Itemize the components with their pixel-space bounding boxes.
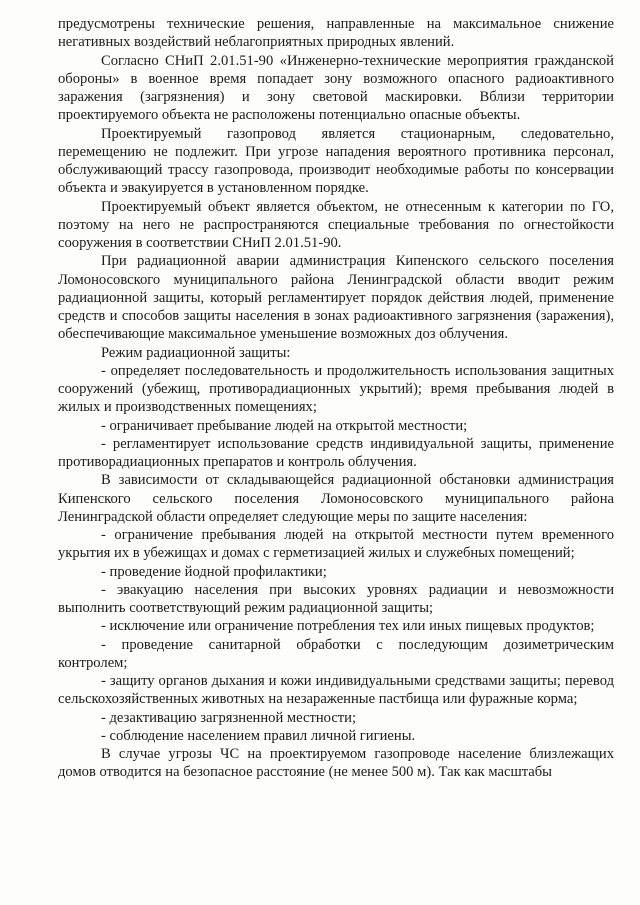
paragraph-regime-heading: Режим радиационной защиты: [101,344,291,361]
list-item-evacuation: - эвакуацию населения при высоких уровнях радиации и невозможности выполнить соответствующий режим радиационной защиты; [58,581,614,616]
paragraph-go-category: Проектируемый объект является объектом, не отнесенным к категории по ГО, поэтому на него не распространяются специальные требования по огнестойкости сооружения в соответствии СНиП 2.01.51-90. [58,198,614,251]
list-item-shelter-usage: - определяет последовательность и продолжительность использования защитных сооружений (убежищ, противорадиационных укрытий); время пребывания людей в жилых и производственных помещениях; [58,362,614,416]
page-body-text [58,15,614,782]
list-item-ppe-usage: - регламентирует использование средств индивидуальной защиты, применение противорадиационных препаратов и контроль облучения. [58,435,614,470]
list-item-decontamination: - дезактивацию загрязненной местности; [101,709,357,726]
list-item-iodine: - проведение йодной профилактики; [101,563,327,580]
paragraph-measures-intro: предусмотрены технические решения, направленные на максимальное снижение негативных воздействий неблагоприятных природных явлений. [58,16,614,51]
paragraph-pipeline-stationary: Проектируемый газопровод является стационарным, следовательно, перемещению не подлежит. При угрозе нападения вероятного противника персонал, обслуживающий трассу газопровода, производит необходимые работы по консервации объекта и эвакуируется в установленном порядке. [58,125,614,197]
paragraph-protection-measures: В зависимости от складывающейся радиационной обстановки администрация Кипенского сельского поселения Ломоносовского муниципального района Ленинградской области определяет следующие меры по защите населения: [58,472,614,525]
paragraph-radiation-accident: При радиационной аварии администрация Кипенского сельского поселения Ломоносовского муниципального района Ленинградской области вводит режим радиационной защиты, который регламентирует порядок действия людей, применение средств и способов защиты населения в зонах радиоактивного загрязнения (заражения), обеспечивающие максимальное уменьшение возможных доз облучения. [58,253,614,343]
list-item-sanitation: - проведение санитарной обработки с последующим дозиметрическим контролем; [58,636,614,671]
paragraph-evacuation-distance: В случае угрозы ЧС на проектируемом газопроводе население близлежащих домов отводится на безопасное расстояние (не менее 500 м). Так как масштабы [58,746,614,781]
list-item-respiratory-protection: - защиту органов дыхания и кожи индивидуальными средствами защиты; перевод сельскохозяйственных животных на незараженные пастбища или фуражные корма; [58,673,614,708]
list-item-food-restriction: - исключение или ограничение потребления тех или иных пищевых продуктов; [101,618,595,635]
list-item-limit-outdoor: - ограничивает пребывание людей на открытой местности; [101,417,468,434]
list-item-temporary-shelter: - ограничение пребывания людей на открытой местности путем временного укрытия их в убежищах и домах с герметизацией жилых и служебных помещений; [58,527,614,562]
paragraph-snip-zones: Согласно СНиП 2.01.51-90 «Инженерно-технические мероприятия гражданской обороны» в военное время попадает зону возможного опасного радиоактивного заражения (загрязнения) и зону световой маскировки. Вблизи территории проектируемого объекта не расположены потенциально опасные объекты. [58,52,614,124]
list-item-hygiene: - соблюдение населением правил личной гигиены. [101,727,416,744]
